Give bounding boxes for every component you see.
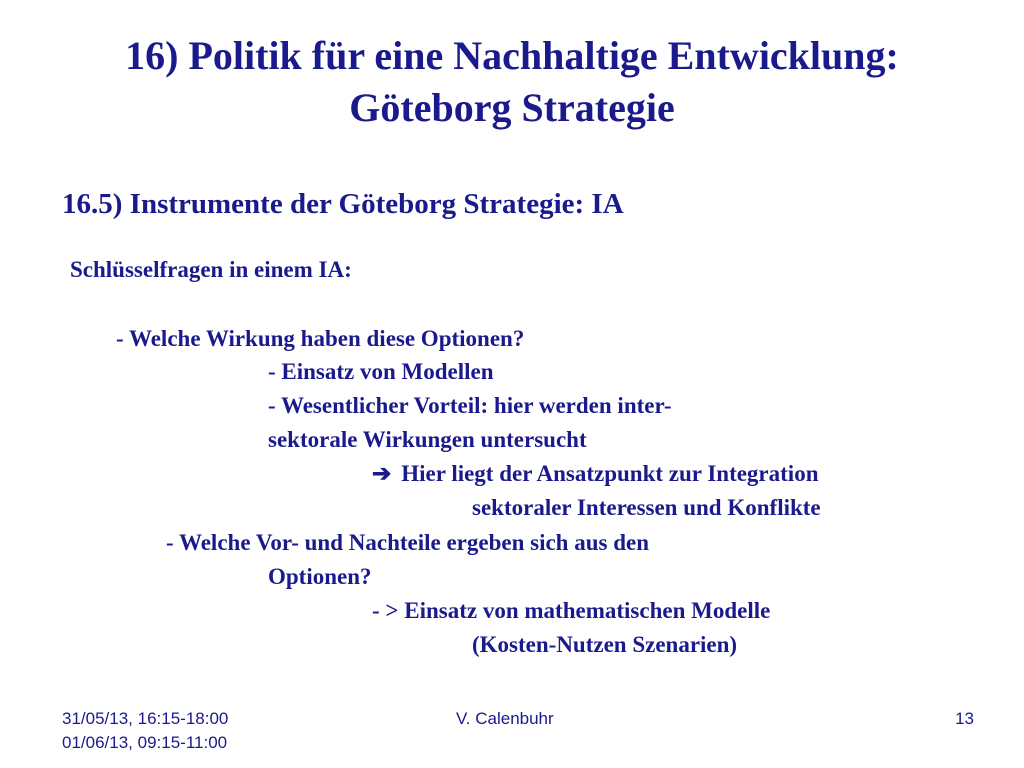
title-line-1: 16) Politik für eine Nachhaltige Entwicklung: (125, 33, 899, 78)
question-2-point-a-continued: (Kosten-Nutzen Szenarien) (472, 632, 738, 657)
right-arrow-icon: ➔ (372, 461, 392, 486)
footer-date-2: 01/06/13, 09:15-11:00 (62, 733, 228, 752)
lead-text: Schlüsselfragen in einem IA: (70, 257, 352, 282)
question-2: - Welche Vor- und Nachteile ergeben sich aus den (166, 530, 650, 555)
question-1-conclusion-continued: sektoraler Interessen und Konflikte (472, 495, 821, 520)
footer-author: V. Calenbuhr (456, 709, 554, 728)
question-1-conclusion (372, 459, 818, 489)
question-2-continued: Optionen? (268, 564, 372, 589)
question-1-point-b-continued: sektorale Wirkungen untersucht (268, 427, 587, 452)
page-title (0, 30, 1024, 134)
question-1-point-a: - Einsatz von Modellen (268, 359, 494, 384)
page-number: 13 (955, 709, 974, 728)
footer-date-1: 31/05/13, 16:15-18:00 (62, 709, 229, 728)
title-line-2: Göteborg Strategie (349, 85, 675, 130)
question-1-conclusion-text: Hier liegt der Ansatzpunkt zur Integration (401, 461, 819, 486)
question-2-point-a: - > Einsatz von mathematischen Modelle (372, 598, 771, 623)
section-heading: 16.5) Instrumente der Göteborg Strategie: IA (62, 188, 624, 220)
question-1: - Welche Wirkung haben diese Optionen? (116, 326, 525, 351)
question-1-point-b: - Wesentlicher Vorteil: hier werden inter- (268, 393, 672, 418)
footer-dates (62, 707, 228, 755)
